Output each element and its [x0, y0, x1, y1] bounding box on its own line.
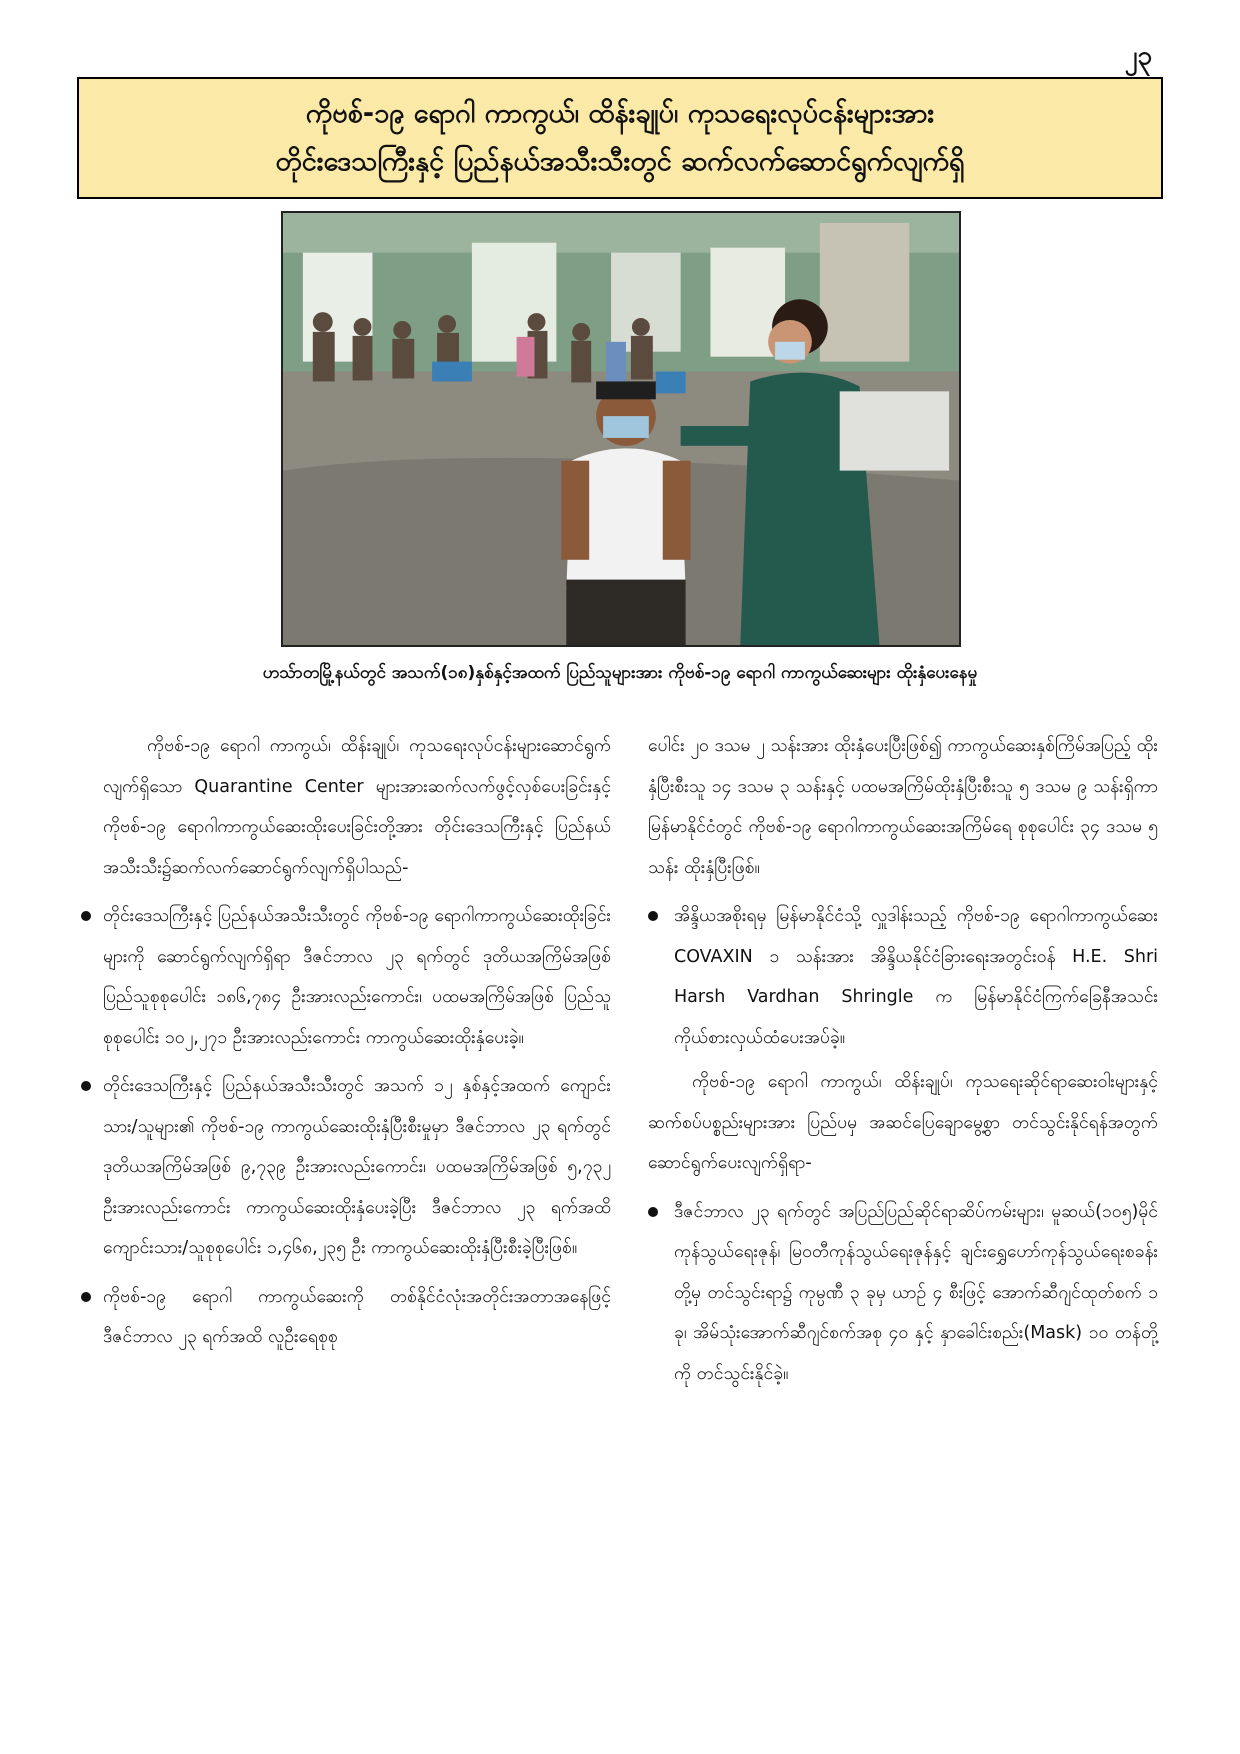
headline-box — [77, 77, 1163, 199]
page-number: ၂၃ — [1124, 41, 1152, 71]
photo-caption: ဟသ်ာတမြို့နယ်တွင် အသက်(၁၈)နှစ်နှင့်အထက် ပြည်သူများအား ကိုဗစ်-၁၉ ရောဂါ ကာကွယ်ဆေးများ ထိုးနှံပေးနေမှု — [262, 663, 978, 683]
vaccination-photo — [281, 211, 961, 647]
left-column — [103, 726, 611, 1358]
headline-line-1: ကိုဗစ်-၁၉ ရောဂါ ကာကွယ်၊ ထိန်းချုပ်၊ ကုသရေးလုပ်ငန်းများအား — [305, 98, 935, 129]
list-item: ဒီဇင်ဘာလ ၂၃ ရက်တွင် အပြည်ပြည်ဆိုင်ရာဆိပ်ကမ်းများ၊ မူဆယ်(၁၀၅)မိုင် ကုန်သွယ်ရေးဇုန်၊ မြဝတီကုန်သွယ်ရေးဇုန်နှင့် ချင်းရွှေဟော်ကုန်သွယ်ရေးစခန်းတို့မှ တင်သွင်းရာ၌ ကုမ္ပဏီ ၃ ခုမှ ယာဉ် ၄ စီးဖြင့် အောက်ဆီဂျင်ထုတ်စက် ၁ ခု၊ အိမ်သုံးအောက်ဆီဂျင်စက်အစု ၄၀ နှင့် နှာခေါင်းစည်း(Mask) ၁၀ တန်တို့ကို တင်သွင်းနိုင်ခဲ့။ — [648, 1192, 1158, 1395]
list-item: ကိုဗစ်-၁၉ ရောဂါ ကာကွယ်ဆေးကို တစ်နိုင်ငံလုံးအတိုင်းအတာအနေဖြင့် ဒီဇင်ဘာလ ၂၃ ရက်အထိ လူဦးရေစုစု — [103, 1277, 611, 1358]
headline-line-2: တိုင်းဒေသကြီးနှင့် ပြည်နယ်အသီးသီးတွင် ဆက်လက်ဆောင်ရွက်လျက်ရှိ — [275, 146, 965, 177]
vaccination-photo-illustration — [283, 213, 959, 645]
right-bullet-list-1 — [648, 896, 1158, 1058]
list-item: တိုင်းဒေသကြီးနှင့် ပြည်နယ်အသီးသီးတွင် အသက် ၁၂ နှစ်နှင့်အထက် ကျောင်း သား/သူများ၏ ကိုဗစ်-၁၉ ကာကွယ်ဆေးထိုးနှံပြီးစီးမှုမှာ ဒီဇင်ဘာလ ၂၃ ရက်တွင် ဒုတိယအကြိမ်အဖြစ် ၉,၇၃၉ ဦးအားလည်းကောင်း၊ ပထမအကြိမ်အဖြစ် ၅,၇၃၂ ဦးအားလည်းကောင်း ကာကွယ်ဆေးထိုးနှံပေးခဲ့ပြီး ဒီဇင်ဘာလ ၂၃ ရက်အထိ ကျောင်းသား/သူစုစုပေါင်း ၁,၄၆၈,၂၃၅ ဦး ကာကွယ်ဆေးထိုးနှံပြီးစီးခဲ့ပြီးဖြစ်။ — [103, 1066, 611, 1269]
intro-paragraph: ကိုဗစ်-၁၉ ရောဂါ ကာကွယ်၊ ထိန်းချုပ်၊ ကုသရေးလုပ်ငန်းများဆောင်ရွက်လျက်ရှိသော Quarantine Center များအားဆက်လက်ဖွင့်လှစ်ပေးခြင်းနှင့် ကိုဗစ်-၁၉ ရောဂါကာကွယ်ဆေးထိုးပေးခြင်းတို့အား တိုင်းဒေသကြီးနှင့် ပြည်နယ်အသီးသီး၌ဆက်လက်ဆောင်ရွက်လျက်ရှိပါသည်- — [103, 736, 611, 878]
right-bullet-list-2 — [648, 1192, 1158, 1395]
list-item: အိန္ဒိယအစိုးရမှ မြန်မာနိုင်ငံသို့ လှူဒါန်းသည့် ကိုဗစ်-၁၉ ရောဂါကာကွယ်ဆေး COVAXIN ၁ သန်းအား အိန္ဒိယနိုင်ငံခြားရေးအတွင်းဝန် H.E. Shri Harsh Vardhan Shringle က မြန်မာနိုင်ငံကြက်ခြေနီအသင်းကိုယ်စားလှယ်ထံပေးအပ်ခဲ့။ — [648, 896, 1158, 1058]
list-item: တိုင်းဒေသကြီးနှင့် ပြည်နယ်အသီးသီးတွင် ကိုဗစ်-၁၉ ရောဂါကာကွယ်ဆေးထိုးခြင်းများကို ဆောင်ရွက်လျက်ရှိရာ ဒီဇင်ဘာလ ၂၃ ရက်တွင် ဒုတိယအကြိမ်အဖြစ် ပြည်သူစုစုပေါင်း ၁၈၆,၇၈၄ ဦးအားလည်းကောင်း၊ ပထမအကြိမ်အဖြစ် ပြည်သူစုစုပေါင်း ၁၀၂,၂၇၁ ဦးအားလည်းကောင်း ကာကွယ်ဆေးထိုးနှံပေးခဲ့။ — [103, 896, 611, 1058]
left-bullet-list — [103, 896, 611, 1358]
continuation-paragraph: ပေါင်း ၂၀ ဒသမ ၂ သန်းအား ထိုးနှံပေးပြီးဖြစ်၍ ကာကွယ်ဆေးနှစ်ကြိမ်အပြည့် ထိုးနှံပြီးစီးသူ ၁၄ ဒသမ ၃ သန်းနှင့် ပထမအကြိမ်ထိုးနှံပြီးစီးသူ ၅ ဒသမ ၉ သန်းရှိကာ မြန်မာနိုင်ငံတွင် ကိုဗစ်-၁၉ ရောဂါကာကွယ်ဆေးအကြိမ်ရေ စုစုပေါင်း ၃၄ ဒသမ ၅ သန်း ထိုးနှံပြီးဖြစ်။ — [648, 736, 1158, 878]
import-paragraph: ကိုဗစ်-၁၉ ရောဂါ ကာကွယ်၊ ထိန်းချုပ်၊ ကုသရေးဆိုင်ရာဆေးဝါးများနှင့် ဆက်စပ်ပစ္စည်းများအား ပြည်ပမှ အဆင်ပြေချောမွေ့စွာ တင်သွင်းနိုင်ရန်အတွက် ဆောင်ရွက်ပေးလျက်ရှိရာ- — [648, 1072, 1158, 1173]
right-column — [648, 726, 1158, 1394]
